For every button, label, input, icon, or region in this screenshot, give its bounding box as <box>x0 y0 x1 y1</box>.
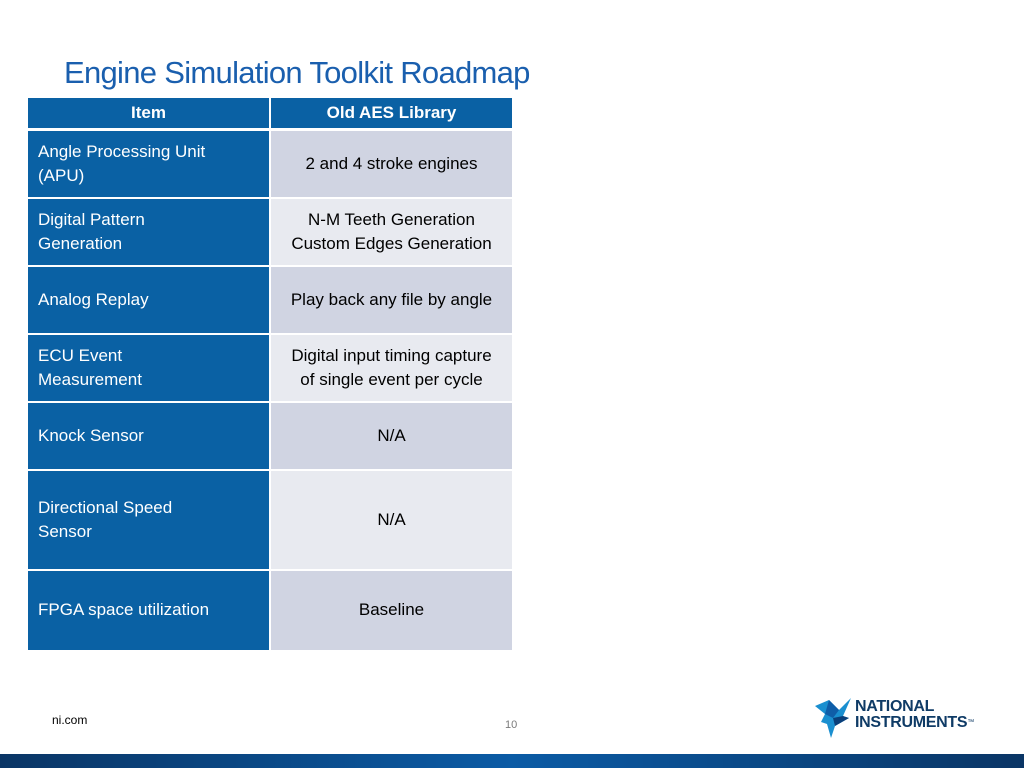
value-text: Custom Edges Generation <box>291 233 492 253</box>
trademark-symbol: ™ <box>967 719 974 726</box>
value-cell <box>270 402 512 470</box>
item-text: Digital Pattern <box>38 209 145 229</box>
item-cell <box>28 130 270 198</box>
header-old-aes-library: Old AES Library <box>270 98 512 130</box>
value-text: N-M Teeth Generation <box>308 209 475 229</box>
value-cell <box>270 198 512 266</box>
roadmap-table <box>28 98 512 650</box>
value-text: Play back any file by angle <box>290 289 493 309</box>
item-cell <box>28 334 270 402</box>
item-cell <box>28 402 270 470</box>
item-text: ECU Event <box>38 345 123 365</box>
footer-site: ni.com <box>52 713 88 727</box>
value-cell <box>270 266 512 334</box>
value-text: 2 and 4 stroke engines <box>305 153 478 173</box>
item-cell <box>28 198 270 266</box>
item-text: Directional Speed <box>38 497 173 517</box>
item-text: Sensor <box>38 521 92 541</box>
value-text: Baseline <box>358 600 425 619</box>
table-row <box>28 470 512 570</box>
item-text: Generation <box>38 233 123 253</box>
value-text: Digital input timing capture <box>291 345 492 365</box>
bottom-bar <box>0 754 1024 768</box>
value-text: N/A <box>377 509 406 529</box>
item-text: Knock Sensor <box>38 425 144 445</box>
page-number: 10 <box>505 719 518 731</box>
slide-title: Engine Simulation Toolkit Roadmap <box>64 55 530 90</box>
item-text: Angle Processing Unit <box>38 141 206 161</box>
item-text: Measurement <box>38 369 142 389</box>
ni-logo-line2: INSTRUMENTS <box>855 714 968 731</box>
value-text: of single event per cycle <box>300 369 483 389</box>
item-text: Analog Replay <box>38 289 149 309</box>
table-header-row <box>28 98 512 130</box>
item-text: FPGA space utilization <box>38 600 210 619</box>
table-row <box>28 130 512 198</box>
table-row <box>28 334 512 402</box>
value-cell <box>270 130 512 198</box>
ni-logo-line1: NATIONAL <box>855 698 935 715</box>
item-text: (APU) <box>38 165 85 185</box>
ni-logo <box>813 696 983 740</box>
ni-logo-wordmark <box>855 699 974 731</box>
national-instruments-eagle-icon <box>813 696 853 740</box>
value-cell <box>270 334 512 402</box>
item-cell <box>28 266 270 334</box>
table-row <box>28 402 512 470</box>
table-row <box>28 198 512 266</box>
table-row <box>28 570 512 650</box>
value-cell <box>270 470 512 570</box>
header-item: Item <box>28 98 270 130</box>
item-cell <box>28 470 270 570</box>
item-cell <box>28 570 270 650</box>
value-cell <box>270 570 512 650</box>
table-row <box>28 266 512 334</box>
value-text: N/A <box>377 425 406 445</box>
